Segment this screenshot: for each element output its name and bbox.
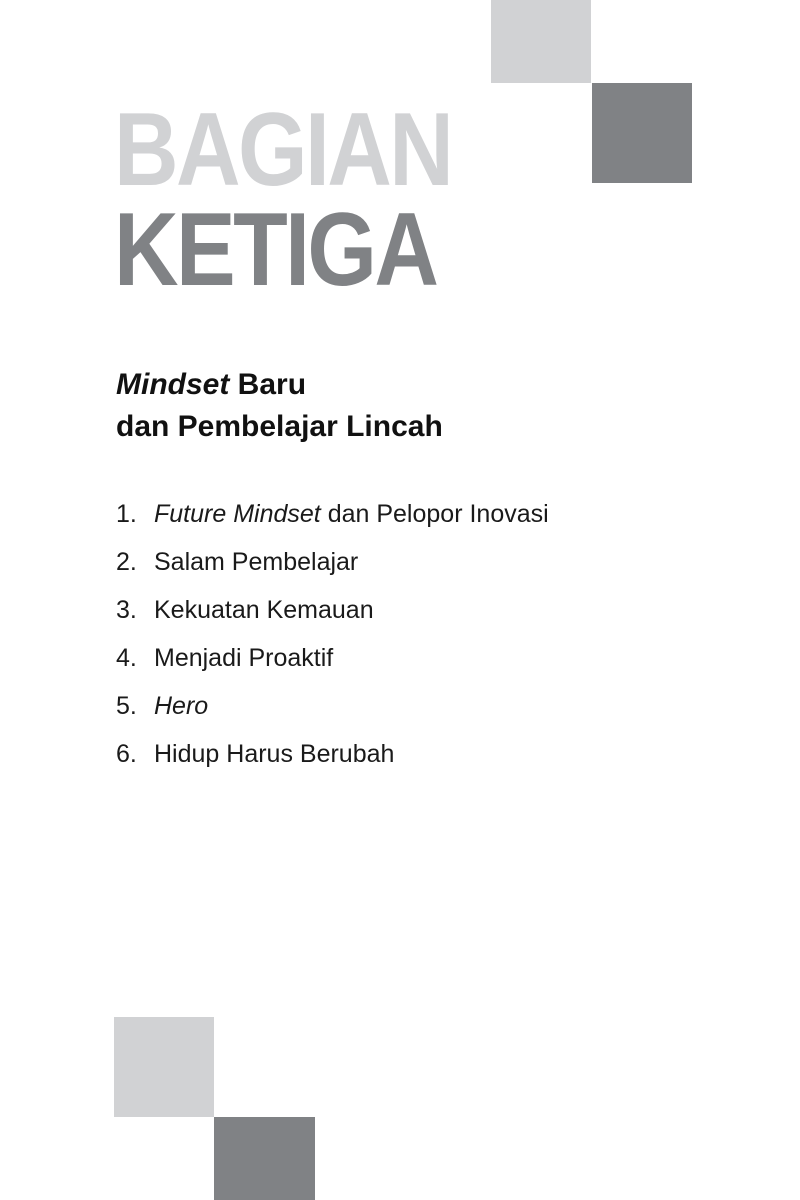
chapter-title — [154, 692, 208, 721]
chapter-number: 4. — [116, 644, 137, 672]
chapter-title — [154, 596, 374, 625]
chapter-number: 5. — [116, 692, 137, 720]
subtitle-line-1-rest: Baru — [229, 368, 307, 401]
chapter-number: 6. — [116, 740, 137, 768]
decorative-square-bottom-light — [114, 1017, 214, 1117]
chapter-list — [116, 500, 549, 788]
chapter-title-italic: Future Mindset — [154, 500, 321, 528]
chapter-number: 1. — [116, 500, 137, 528]
subtitle-italic-word: Mindset — [116, 368, 230, 401]
chapter-title — [154, 500, 549, 529]
subtitle-line-2: dan Pembelajar Lincah — [116, 410, 443, 443]
chapter-number: 2. — [116, 548, 137, 576]
chapter-item — [116, 596, 549, 644]
subtitle-line-1 — [116, 364, 443, 406]
chapter-item — [116, 500, 549, 548]
decorative-square-top-dark — [592, 83, 692, 183]
chapter-item — [116, 692, 549, 740]
decorative-square-bottom-dark — [214, 1117, 315, 1200]
section-subtitle — [116, 364, 443, 448]
chapter-title-text: Hidup Harus Berubah — [154, 740, 395, 768]
decorative-square-top-light — [491, 0, 591, 83]
chapter-title — [154, 644, 333, 673]
chapter-title-italic: Hero — [154, 692, 209, 720]
part-heading — [114, 92, 452, 308]
chapter-item — [116, 740, 549, 788]
part-heading-line-2: KETIGA — [114, 192, 437, 308]
chapter-title-text: Salam Pembelajar — [154, 548, 359, 576]
chapter-title — [154, 548, 358, 577]
chapter-title — [154, 740, 394, 769]
chapter-number: 3. — [116, 596, 137, 624]
chapter-item — [116, 548, 549, 596]
chapter-title-text: dan Pelopor Inovasi — [320, 500, 549, 528]
part-heading-line-1: BAGIAN — [114, 92, 452, 208]
chapter-title-text: Menjadi Proaktif — [154, 644, 334, 672]
chapter-item — [116, 644, 549, 692]
chapter-title-text: Kekuatan Kemauan — [154, 596, 374, 624]
